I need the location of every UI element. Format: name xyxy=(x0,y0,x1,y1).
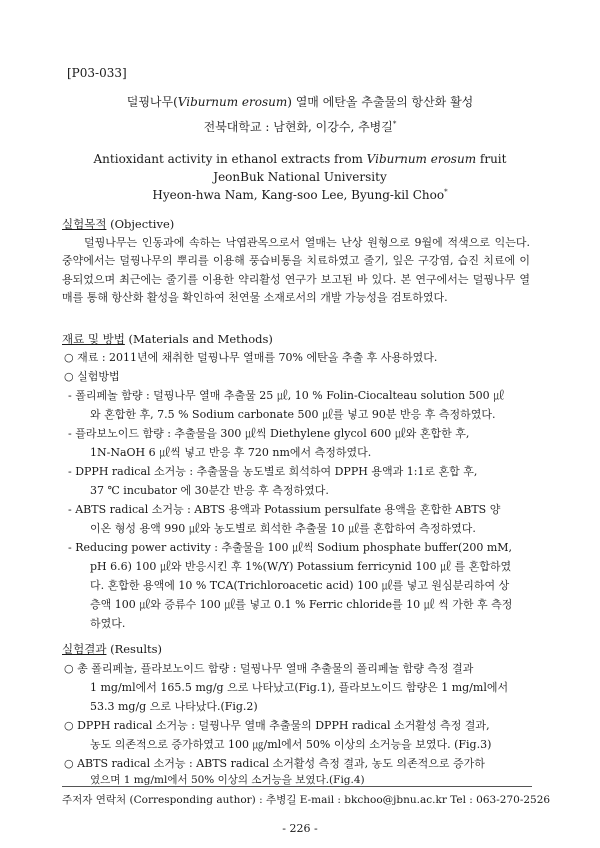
methods-line: 37 ℃ incubator 에 30분간 반응 후 측정하였다. xyxy=(90,484,329,497)
species-name-english-title: Viburnum erosum xyxy=(366,152,477,166)
results-line: ○ DPPH radical 소거능 : 덜꿩나무 열매 추출물의 DPPH radical 소거활성 측정 결과, xyxy=(64,719,490,732)
results-line: 1 mg/ml에서 165.5 mg/g 으로 나타났고(Fig.1), 플라보노이드 함량은 1 mg/ml에서 xyxy=(90,681,509,694)
methods-line: - DPPH radical 소거능 : 추출물을 농도별로 희석하여 DPPH 용액과 1:1로 혼합 후, xyxy=(68,465,478,478)
species-name-korean-title: Viburnum erosum xyxy=(177,95,288,109)
methods-line: - 폴리페놀 함량 : 덜꿩나무 열매 추출물 25 ㎕, 10 % Folin-Ciocalteau solution 500 ㎕ xyxy=(68,389,505,402)
methods-line: 1N-NaOH 6 ㎕씩 넣고 반응 후 720 nm에서 측정하였다. xyxy=(90,446,372,459)
objective-heading: 실험목적 (Objective) xyxy=(62,217,175,231)
objective-paragraph: 덜꿩나무는 인동과에 속하는 낙엽관목으로서 열매는 난상 원형으로 9월에 적색으로 익는다. 중약에서는 덜꿩나무의 뿌리를 이용해 풍습비통을 치료하였고 줄기, 잎은 구강염, 습진 치료에 이용되었으며 최근에는 줄기를 이용한 약리활성 연구가 보고된 바 있다. 본 연구에서는 덜꿩나무 열매를 통해 항산화 활성을 확인하여 천연물 소재로서의 개발 가능성을 검토하였다. xyxy=(62,236,530,305)
methods-line: - Reducing power activity : 추출물을 100 ㎕씩 Sodium phosphate buffer(200 mM, xyxy=(68,541,513,554)
corresponding-mark: * xyxy=(392,120,397,128)
page-number: - 226 - xyxy=(282,822,318,835)
corresponding-author: 주저자 연락처 (Corresponding author) : 추병길 E-mail : bkchoo@jbnu.ac.kr Tel : 063-270-2526 xyxy=(62,794,551,806)
methods-line: ○ 재료 : 2011년에 채취한 덜꿩나무 열매를 70% 에탄올 추출 후 사용하였다. xyxy=(64,351,438,364)
title-korean: 덜꿩나무(Viburnum erosum) 열매 에탄올 추출물의 항산화 활성 xyxy=(126,95,474,109)
methods-line: 와 혼합한 후, 7.5 % Sodium carbonate 500 ㎕를 넣고 90분 반응 후 측정하였다. xyxy=(90,408,496,421)
title-english: Antioxidant activity in ethanol extracts from Viburnum erosum fruit xyxy=(93,152,507,166)
methods-line: 이온 형성 용액 990 ㎕와 농도별로 희석한 추출물 10 ㎕를 혼합하여 측정하였다. xyxy=(90,522,476,535)
corresponding-mark-en: * xyxy=(444,188,448,196)
results-line: 였으며 1 mg/ml에서 50% 이상의 소거능을 보였다.(Fig.4) xyxy=(90,774,365,786)
methods-line: - ABTS radical 소거능 : ABTS 용액과 Potassium persulfate 용액을 혼합한 ABTS 양 xyxy=(68,503,501,516)
methods-line: 하였다. xyxy=(90,617,126,630)
methods-line: 다. 혼합한 용액에 10 % TCA(Trichloroacetic acid) 100 ㎕를 넣고 원심분리하여 상 xyxy=(90,579,510,592)
results-heading: 실험결과 (Results) xyxy=(62,642,163,656)
abstract-code: [P03-033] xyxy=(67,66,127,80)
methods-heading: 재료 및 방법 (Materials and Methods) xyxy=(62,332,273,346)
authors-english: Hyeon-hwa Nam, Kang-soo Lee, Byung-kil Choo* xyxy=(152,188,448,202)
methods-line: - 플라보노이드 함량 : 추출물을 300 ㎕씩 Diethylene glycol 600 ㎕와 혼합한 후, xyxy=(68,427,470,440)
results-line: 농도 의존적으로 증가하였고 100 ㎍/ml에서 50% 이상의 소거능을 보였다. (Fig.3) xyxy=(90,738,492,751)
results-line: 53.3 mg/g 으로 나타났다.(Fig.2) xyxy=(90,700,258,713)
results-line: ○ 총 폴리페놀, 플라보노이드 함량 : 덜꿩나무 열매 추출물의 폴리페놀 함량 측정 결과 xyxy=(64,662,474,675)
affiliation-english: JeonBuk National University xyxy=(213,170,387,184)
authors-korean: 전북대학교 : 남현화, 이강수, 추병길* xyxy=(203,120,397,134)
methods-line: ○ 실험방법 xyxy=(64,370,120,383)
methods-line: pH 6.6) 100 ㎕와 반응시킨 후 1%(W/Y) Potassium ferricynid 100 ㎕ 를 혼합하였 xyxy=(90,560,512,573)
results-line: ○ ABTS radical 소거능 : ABTS radical 소거활성 측정 결과, 농도 의존적으로 증가하 xyxy=(64,757,485,770)
methods-line: 층액 100 ㎕와 증류수 100 ㎕를 넣고 0.1 % Ferric chloride를 10 ㎕ 씩 가한 후 측정 xyxy=(90,598,513,611)
